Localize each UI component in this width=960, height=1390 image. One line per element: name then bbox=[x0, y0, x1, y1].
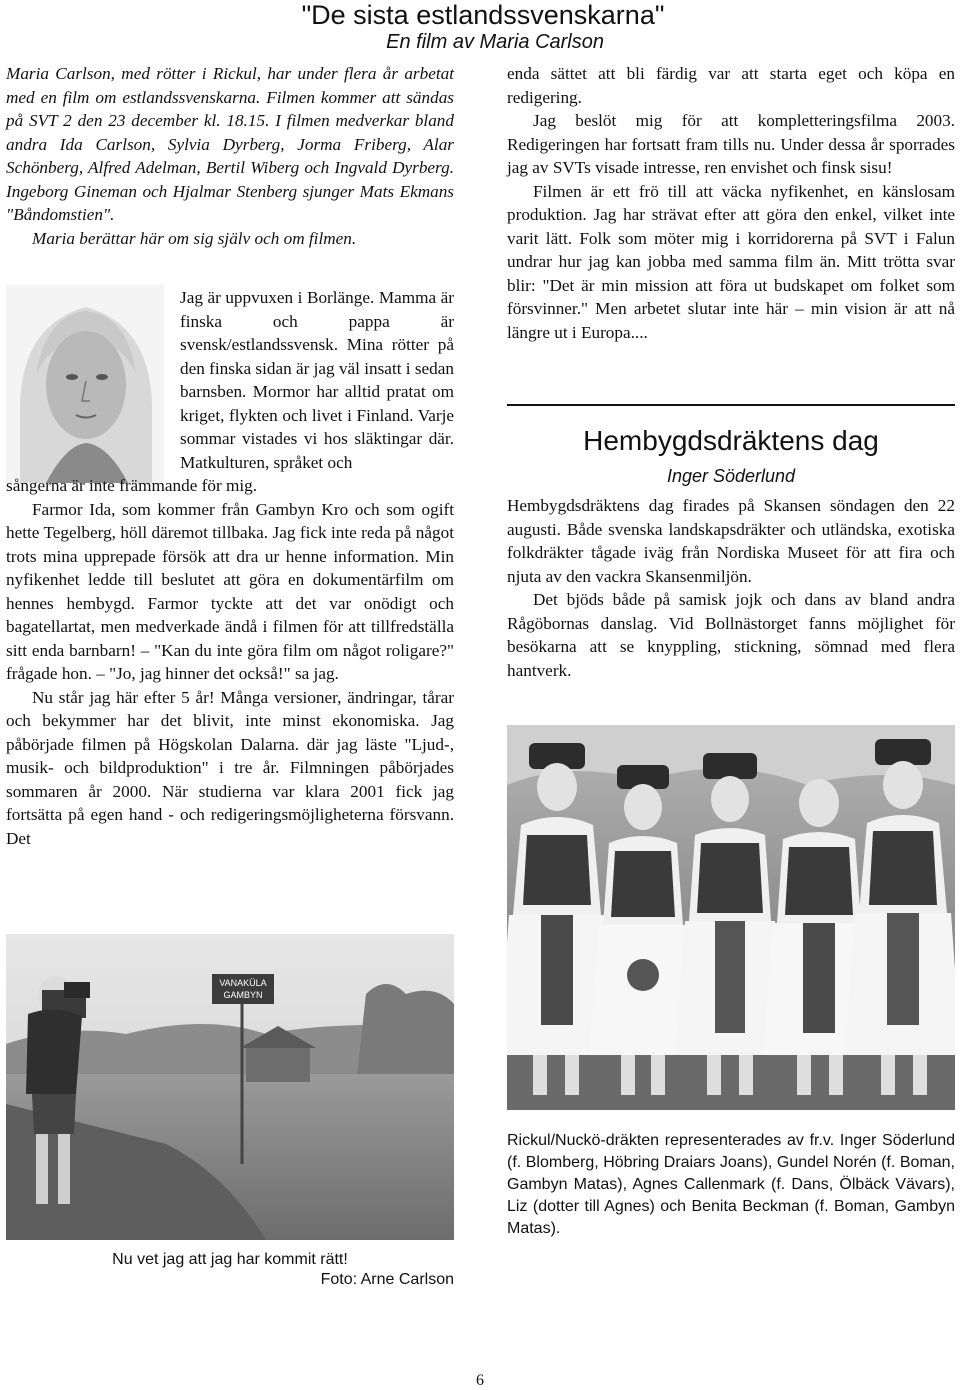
section-author: Inger Söderlund bbox=[666, 466, 796, 486]
body-paragraph: enda sättet att bli färdig var att starta eget och köpa en redigering. bbox=[507, 64, 955, 107]
body-paragraph: Filmen är ett frö till att väcka nyfikenhet, en känslosam produktion. Jag har strävat efter att göra den enkel, vilket inte varit lätt. Folk som möter mig i korridorerna på SVT i Falun undrar hur jag kan jobba med samma film än. Mitt trötta svar blir: "Det är min mission att föra ut budskapet om folket som försvinner." Men arbetet slutar inte här – min vision är att nå längre ut i Europa.... bbox=[507, 181, 955, 342]
intro-text bbox=[6, 62, 454, 250]
sign-text: GAMBYN bbox=[223, 990, 263, 1000]
body-paragraph: sångerna är inte främmande för mig. bbox=[6, 476, 258, 495]
intro-paragraph: Maria berättar här om sig själv och om filmen. bbox=[32, 228, 357, 248]
photo-caption: Rickul/Nuckö-dräkten representerades av fr.v. Inger Söderlund (f. Blomberg, Höbring Draiars Joans), Gundel Norén (f. Boman, Gambyn Matas), Agnes Callenmark (f. Dans, Ölbäck Vävars), Liz (dotter till Agnes) och Benita Beckman (f. Boman, Gambyn Matas). bbox=[507, 1132, 955, 1237]
intro-paragraph: Maria Carlson, med rötter i Rickul, har under flera år arbetat med en film om estlandssvenskarna. Filmen kommer att sändas på SVT 2 den 23 december kl. 18.15. I filmen medverkar bland andra Ida Carlson, Sylvia Dyrberg, Jorma Friberg, Alar Schönberg, Alfred Adelman, Bertil Wiberg och Ingvald Dyrberg. Ingeborg Gineman och Hjalmar Stenberg sjunger Mats Ekmans "Båndomstien". bbox=[6, 64, 454, 224]
section-title: Hembygdsdräktens dag bbox=[583, 425, 879, 456]
group-photo bbox=[507, 725, 955, 1110]
article-subtitle: En film av Maria Carlson bbox=[386, 31, 604, 53]
body-paragraph: Det bjöds både på samisk jojk och dans av bland andra Rågöbornas danslag. Vid Bollnästorget fanns möjlighet för besökarna att se knyppling, stickning, sömnad med flera hantverk. bbox=[507, 590, 955, 680]
body-paragraph: Jag beslöt mig för att kompletteringsfilma 2003. Redigeringen har fortsatt fram tills nu. Under dessa år sporrades jag av SVTs visade intresse, ren envishet och finsk sisu! bbox=[507, 111, 955, 177]
landscape-photo bbox=[6, 934, 454, 1240]
sign-text: VANAKÜLA bbox=[219, 978, 267, 988]
right-continuation-text bbox=[507, 62, 955, 344]
section-divider bbox=[507, 404, 955, 406]
page-number: 6 bbox=[476, 1372, 484, 1389]
portrait-photo bbox=[6, 285, 164, 483]
body-paragraph: Farmor Ida, som kommer från Gambyn Kro och som ogift hette Tegelberg, höll däremot tillbaka. Jag fick inte reda på något trots mina upprepade försök att dra ur henne information. Min nyfikenhet ledde till beslutet att göra en dokumentärfilm om hennes hembygd. Farmor tyckte att det var onödigt och bagatellartat, men medverkade ändå i filmen för att tillfredställa sitt enda barnbarn! – "Kan du inte göra film om något roligare?" frågade hon. – "Jo, jag hinner det också!" sa jag. bbox=[6, 499, 454, 683]
body-paragraph: Jag är uppvuxen i Borlänge. Mamma är finska och pappa är svensk/estlandssvensk. Mina rötter på den finska sidan är jag väl insatt i sedan barnsben. Mormor har alltid pratat om kriget, flykten och livet i Finland. Varje sommar vistades vi hos släktingar där. Matkulturen, språket och bbox=[180, 288, 454, 472]
photo-caption: Nu vet jag att jag har kommit rätt! bbox=[112, 1251, 348, 1268]
body-paragraph: Nu står jag här efter 5 år! Många versioner, ändringar, tårar och bekymmer har det blivit, inte minst ekonomiska. Jag påbörjade filmen på Högskolan Dalarna. där jag läste "Ljud-, musik- och bildproduktion" i tre år. Filmningen påbörjades sommaren år 2000. När studierna var klara 2001 fick jag fortsätta på egen hand - och redigeringsmöjligheterna försvann. Det bbox=[6, 687, 454, 848]
wrapped-text bbox=[180, 286, 454, 474]
left-body-text bbox=[6, 474, 454, 850]
photo-credit: Foto: Arne Carlson bbox=[320, 1271, 454, 1288]
body-paragraph: Hembygdsdräktens dag firades på Skansen söndagen den 22 augusti. Både svenska landskapsdräkter och utländska, exotiska folkdräkter tågade iväg från Nordiska Museet för att fira och njuta av den vackra Skansenmiljön. bbox=[507, 496, 955, 586]
right-body-text bbox=[507, 494, 955, 682]
article-title: "De sista estlandssvenskarna" bbox=[301, 0, 665, 30]
